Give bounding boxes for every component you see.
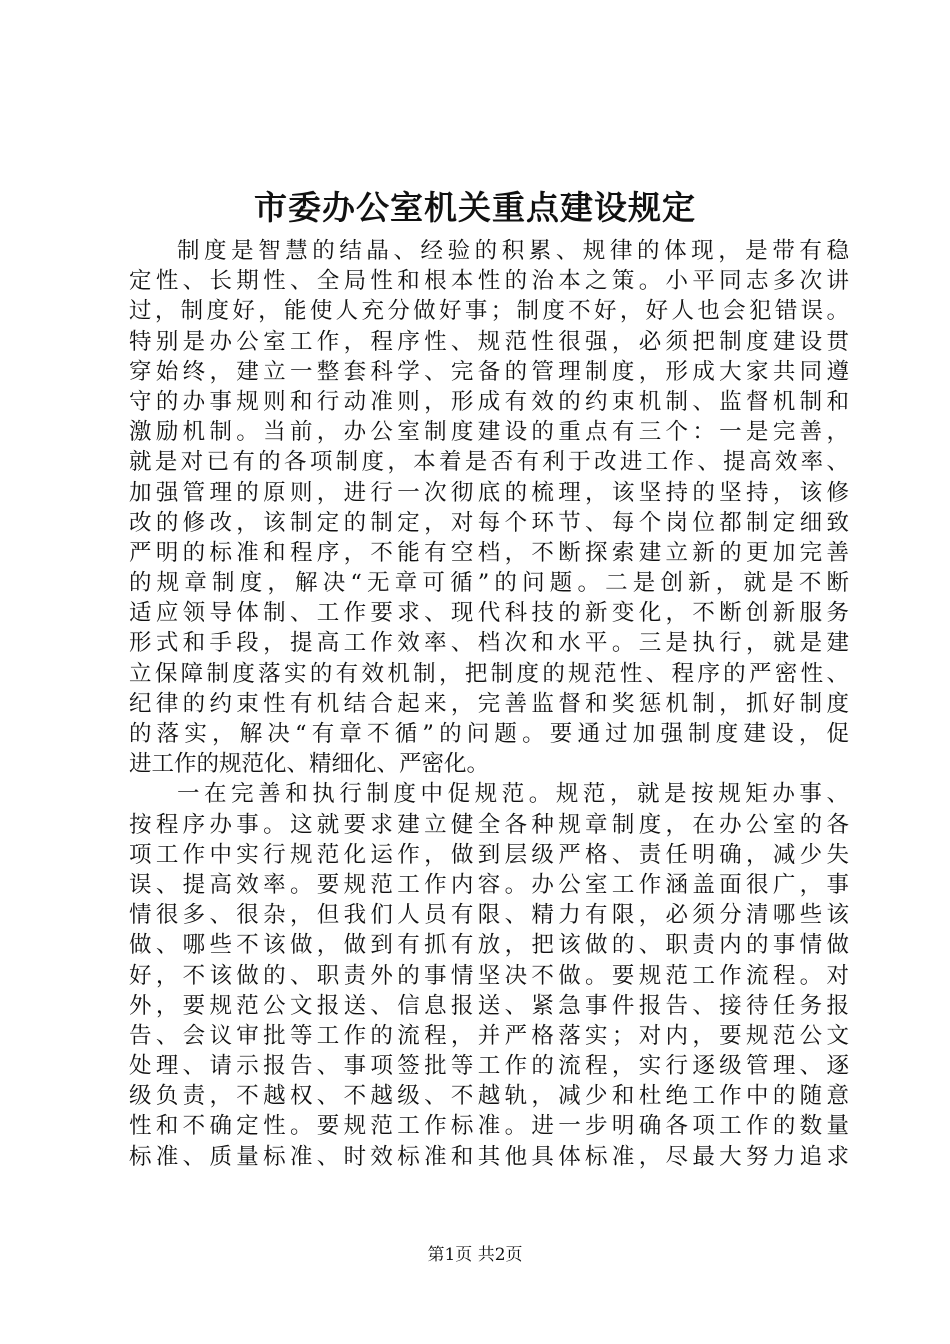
text-line: 性和不确定性。要规范工作标准。进一步明确各项工作的数量 [129,1113,849,1140]
text-line: 告、会议审批等工作的流程，并严格落实；对内，要规范公文 [129,1022,849,1049]
page-footer: 第1页 共2页 [427,1245,523,1265]
text-line: 定性、长期性、全局性和根本性的治本之策。小平同志多次讲 [129,268,849,295]
text-line: 项工作中实行规范化运作，做到层级严格、责任明确，减少失 [129,841,849,868]
text-line: 的落实，解决“有章不循”的问题。要通过加强制度建设，促 [129,721,849,747]
text-line: 纪律的约束性有机结合起来，完善监督和奖惩机制，抓好制度 [129,690,849,717]
text-line: 好，不该做的、职责外的事情坚决不做。要规范工作流程。对 [129,962,849,989]
text-line: 加强管理的原则，进行一次彻底的梳理，该坚持的坚持，该修 [129,479,849,506]
text-line: 立保障制度落实的有效机制，把制度的规范性、程序的严密性、 [129,660,849,687]
text-line: 级负责，不越权、不越级、不越轨，减少和杜绝工作中的随意 [129,1083,849,1110]
text-line: 过，制度好，能使人充分做好事；制度不好，好人也会犯错误。 [129,298,849,325]
text-line: 形式和手段，提高工作效率、档次和水平。三是执行，就是建 [129,630,849,657]
text-line: 激励机制。当前，办公室制度建设的重点有三个：一是完善， [129,419,849,446]
text-line: 做、哪些不该做，做到有抓有放，把该做的、职责内的事情做 [129,932,849,959]
text-line: 制度是智慧的结晶、经验的积累、规律的体现，是带有稳 [177,238,849,264]
text-line: 标准、质量标准、时效标准和其他具体标准，尽最大努力追求 [129,1143,849,1170]
text-line: 就是对已有的各项制度，本着是否有利于改进工作、提高效率、 [129,449,849,476]
text-line: 严明的标准和程序，不能有空档，不断探索建立新的更加完善 [129,539,849,566]
text-line: 穿始终，建立一整套科学、完备的管理制度，形成大家共同遵 [129,358,849,385]
text-line: 的规章制度，解决“无章可循”的问题。二是创新，就是不断 [129,570,849,597]
text-line: 改的修改，该制定的制定，对每个环节、每个岗位都制定细致 [129,509,849,536]
text-line: 外，要规范公文报送、信息报送、紧急事件报告、接待任务报 [129,992,849,1019]
text-line: 误、提高效率。要规范工作内容。办公室工作涵盖面很广，事 [129,871,849,898]
text-line: 进工作的规范化、精细化、严密化。 [129,751,490,778]
document-body [129,236,849,1172]
text-line: 按程序办事。这就要求建立健全各种规章制度，在办公室的各 [129,811,849,838]
text-line: 一在完善和执行制度中促规范。规范，就是按规矩办事、 [177,781,849,808]
text-line: 情很多、很杂，但我们人员有限、精力有限，必须分清哪些该 [129,902,849,929]
document-title: 市委办公室机关重点建设规定 [254,188,696,227]
text-line: 守的办事规则和行动准则，形成有效的约束机制、监督机制和 [129,388,849,415]
text-line: 处理、请示报告、事项签批等工作的流程，实行逐级管理、逐 [129,1053,849,1080]
text-line: 特别是办公室工作，程序性、规范性很强，必须把制度建设贯 [129,328,849,355]
text-line: 适应领导体制、工作要求、现代科技的新变化，不断创新服务 [129,600,849,627]
